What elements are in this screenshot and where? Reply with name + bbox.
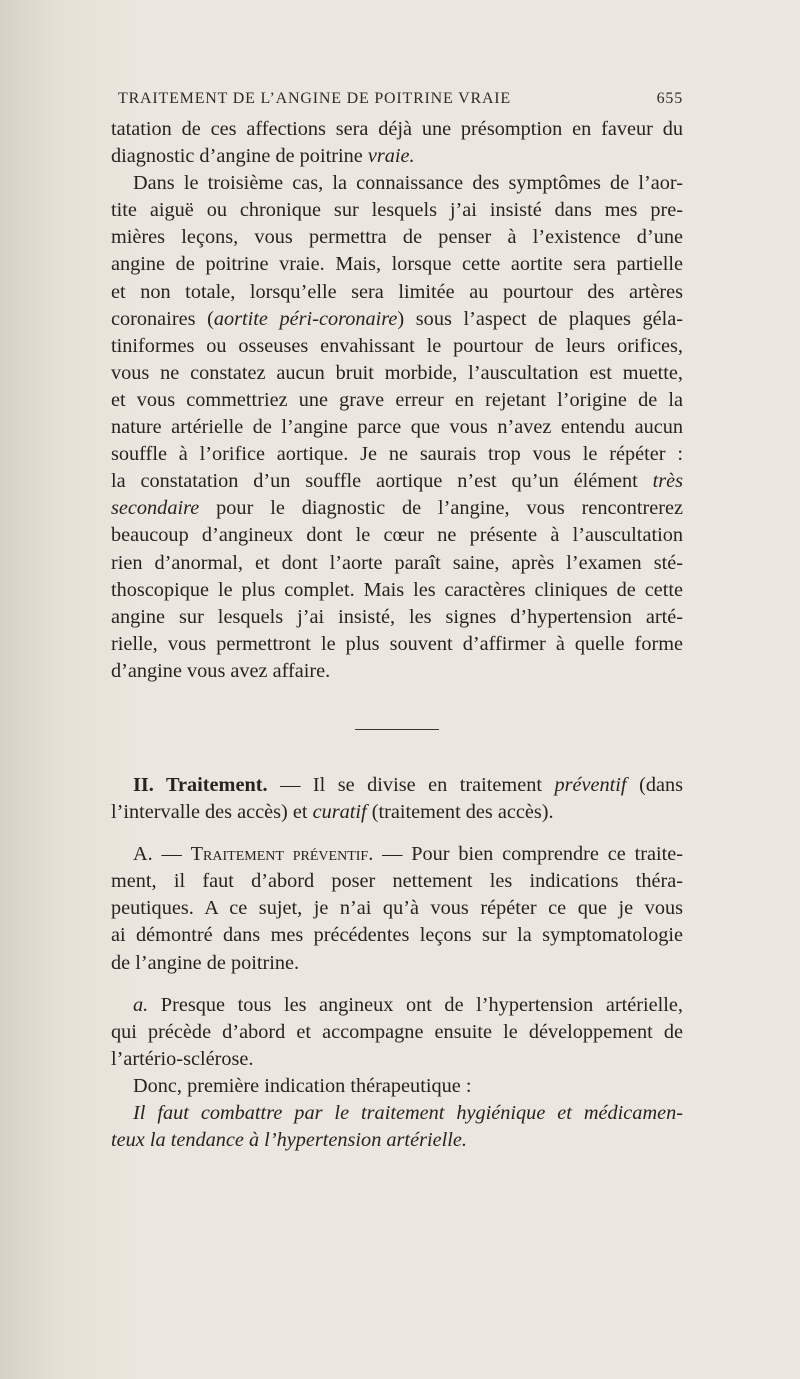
- text-line: rielle, vous permettront le plus souvent d’affirmer à quelle forme: [111, 632, 683, 655]
- text-line: souffle à l’orifice aortique. Je ne saurais trop vous le répéter :: [111, 443, 683, 466]
- text-line: peutiques. A ce sujet, je n’ai qu’à vous répéter ce que je vous: [111, 897, 683, 920]
- text-line: a. Presque tous les angineux ont de l’hypertension artérielle,: [133, 993, 683, 1016]
- subsection-heading: Traitement préventif.: [190, 843, 374, 866]
- text-line: Donc, première indication thérapeutique :: [133, 1074, 472, 1097]
- text-line: l’intervalle des accès) et curatif (traitement des accès).: [111, 801, 554, 824]
- text-line: II. Traitement. — Il se divise en traitement préventif (dans: [133, 773, 684, 796]
- text-line: mières leçons, vous permettra de penser à l’existence d’une: [111, 226, 683, 249]
- text-line: secondaire pour le diagnostic de l’angine, vous rencontrerez: [111, 497, 683, 520]
- page-body: [111, 116, 683, 1154]
- text-line: qui précède d’abord et accompagne ensuite le développement de: [111, 1020, 683, 1043]
- text-line: beaucoup d’angineux dont le cœur ne présente à l’auscultation: [111, 524, 683, 547]
- text-line: coronaires (aortite péri-coronaire) sous l’aspect de plaques géla-: [111, 307, 683, 330]
- text-line: angine de poitrine vraie. Mais, lorsque cette aortite sera partielle: [111, 253, 683, 276]
- text-line: Il faut combattre par le traitement hygiénique et médicamen-: [133, 1102, 683, 1124]
- text-line: vous ne constatez aucun bruit morbide, l’auscultation est muette,: [111, 361, 683, 384]
- section-divider: [355, 729, 439, 730]
- text-line: d’angine vous avez affaire.: [111, 659, 331, 682]
- text-line: angine sur lesquels j’ai insisté, les signes d’hypertension arté-: [111, 605, 683, 628]
- text-line: de l’angine de poitrine.: [111, 951, 300, 974]
- running-title: TRAITEMENT DE L’ANGINE DE POITRINE VRAIE: [118, 90, 511, 107]
- text-line: tatation de ces affections sera déjà une présomption en faveur du: [111, 118, 683, 140]
- text-line: thoscopique le plus complet. Mais les caractères cliniques de cette: [111, 578, 683, 601]
- text-line: A. — Traitement préventif. — Pour bien comprendre ce traite-: [133, 843, 683, 866]
- text-line: diagnostic d’angine de poitrine vraie.: [111, 145, 415, 168]
- text-line: tite aiguë ou chronique sur lesquels j’ai insisté dans mes pre-: [111, 199, 683, 222]
- text-line: la constatation d’un souffle aortique n’est qu’un élément très: [111, 470, 683, 493]
- text-line: et vous commettriez une grave erreur en rejetant l’origine de la: [111, 388, 683, 411]
- text-line: tiniformes ou osseuses envahissant le pourtour de leurs orifices,: [111, 334, 683, 357]
- running-header: [118, 90, 683, 108]
- text-line: ai démontré dans mes précédentes leçons sur la symptomatologie: [111, 924, 683, 947]
- section-heading: II. Traitement.: [133, 773, 268, 796]
- text-line: et non totale, lorsqu’elle sera limitée au pourtour des artères: [111, 280, 683, 303]
- text-line: Dans le troisième cas, la connaissance des symptômes de l’aor-: [133, 172, 683, 195]
- text-line: ment, il faut d’abord poser nettement les indications théra-: [111, 870, 683, 893]
- text-line: rien d’anormal, et dont l’aorte paraît saine, après l’examen sté-: [111, 551, 683, 574]
- page-number: 655: [656, 90, 683, 107]
- text-line: teux la tendance à l’hypertension artérielle.: [111, 1129, 467, 1152]
- text-line: l’artério-sclérose.: [111, 1047, 254, 1070]
- text-line: nature artérielle de l’angine parce que vous n’avez entendu aucun: [111, 416, 683, 439]
